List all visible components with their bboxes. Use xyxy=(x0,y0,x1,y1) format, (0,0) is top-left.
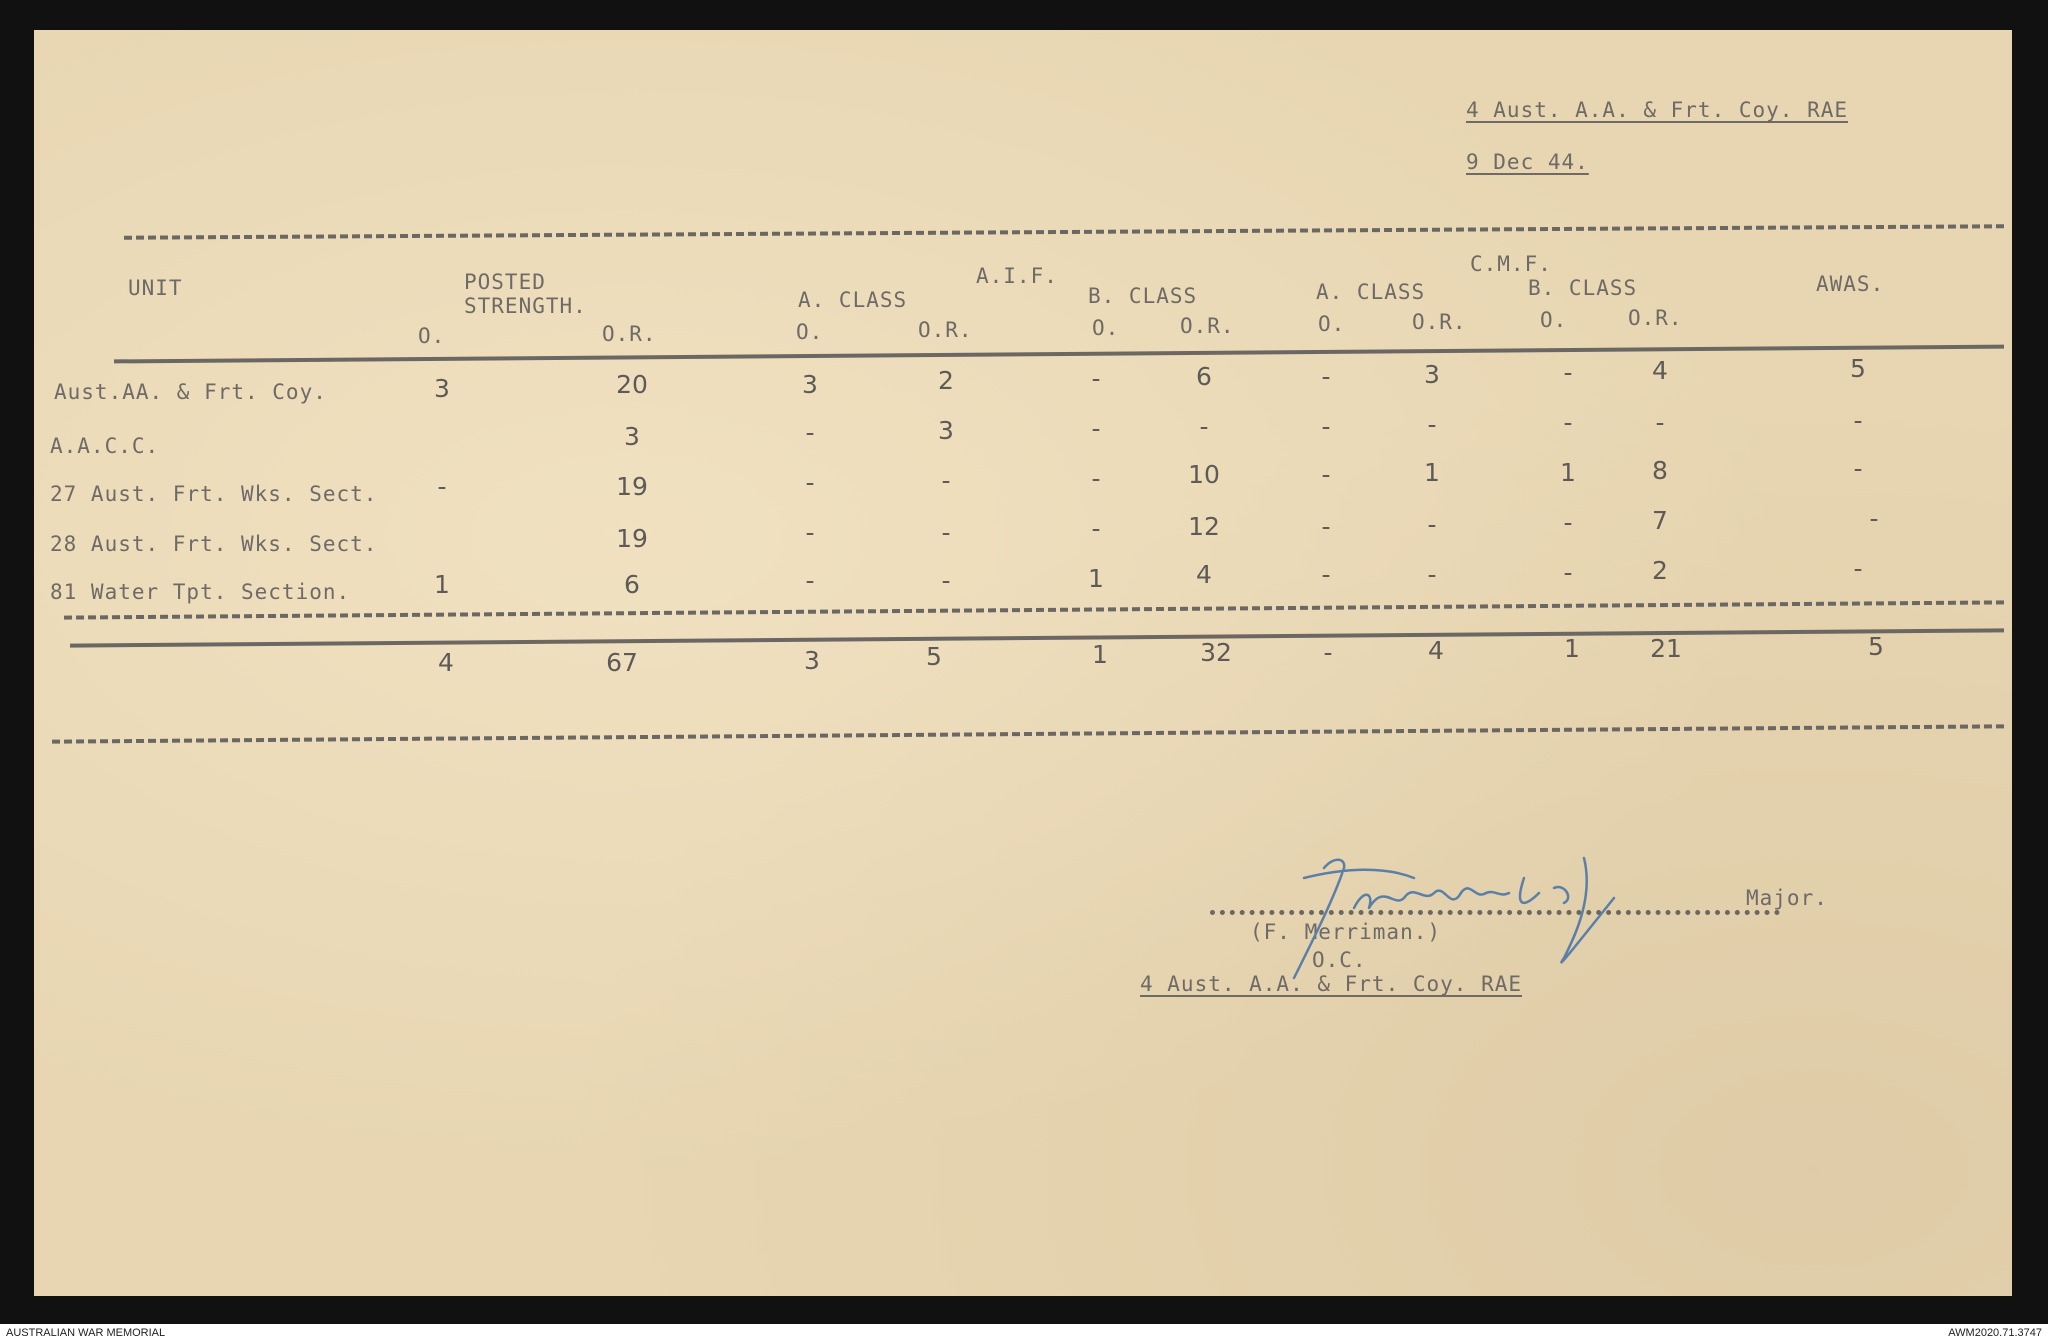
cell: - xyxy=(1321,460,1331,489)
cell: 19 xyxy=(616,472,648,501)
cell: - xyxy=(941,566,951,595)
header-unit: UNIT xyxy=(128,276,183,300)
cell: - xyxy=(1563,408,1573,437)
cell: - xyxy=(805,468,815,497)
cell: - xyxy=(941,466,951,495)
header-b-class-cmf: B. CLASS xyxy=(1528,276,1638,300)
header-b-class-aif: B. CLASS xyxy=(1088,284,1198,308)
cell: 6 xyxy=(1196,362,1212,391)
cell: - xyxy=(437,472,447,501)
cell: - xyxy=(1563,508,1573,537)
cell: 4 xyxy=(1196,560,1212,589)
cell: 3 xyxy=(624,422,640,451)
total-cell: 3 xyxy=(804,646,820,675)
row-unit-label: Aust.AA. & Frt. Coy. xyxy=(54,380,327,404)
signature-title: O.C. xyxy=(1312,948,1367,972)
header-aif: A.I.F. xyxy=(976,264,1058,288)
cell: - xyxy=(1321,362,1331,391)
subheader-or: O.R. xyxy=(1180,314,1235,338)
handwritten-signature xyxy=(1274,838,1634,998)
cell: - xyxy=(1853,406,1863,435)
cell: - xyxy=(1563,358,1573,387)
cell: 3 xyxy=(434,374,450,403)
cell: - xyxy=(805,518,815,547)
cell: 5 xyxy=(1850,354,1866,383)
signature-name: (F. Merriman.) xyxy=(1250,920,1442,944)
signature-unit: 4 Aust. A.A. & Frt. Coy. RAE xyxy=(1140,972,1523,996)
subheader-o: O. xyxy=(1092,316,1120,340)
subheader-or: O.R. xyxy=(1628,306,1683,330)
cell: - xyxy=(1091,364,1101,393)
cell: 7 xyxy=(1652,506,1668,535)
total-cell: 4 xyxy=(1428,636,1444,665)
total-cell: 1 xyxy=(1564,634,1580,663)
cell: 20 xyxy=(616,370,648,399)
subheader-or: O.R. xyxy=(1412,310,1467,334)
subheader-o: O. xyxy=(1540,308,1568,332)
heading-date: 9 Dec 44. xyxy=(1466,150,1589,174)
rule-above-totals xyxy=(64,600,2004,619)
header-posted: POSTED xyxy=(464,270,546,294)
cell: - xyxy=(1321,412,1331,441)
footer-credit: AUSTRALIAN WAR MEMORIAL xyxy=(6,1327,166,1339)
subheader-or: O.R. xyxy=(918,318,973,342)
cell: 3 xyxy=(938,416,954,445)
header-cmf: C.M.F. xyxy=(1470,252,1552,276)
cell: 6 xyxy=(624,570,640,599)
cell: 1 xyxy=(1088,564,1104,593)
total-cell: 21 xyxy=(1650,634,1682,663)
cell: - xyxy=(1321,512,1331,541)
row-unit-label: 27 Aust. Frt. Wks. Sect. xyxy=(50,482,378,506)
cell: - xyxy=(1853,554,1863,583)
footer-accession-number: AWM2020.71.3747 xyxy=(1948,1327,2042,1339)
cell: 19 xyxy=(616,524,648,553)
header-a-class-aif: A. CLASS xyxy=(798,288,908,312)
subheader-o: O. xyxy=(418,324,446,348)
cell: - xyxy=(1853,454,1863,483)
row-unit-label: A.A.C.C. xyxy=(50,434,160,458)
header-rule xyxy=(114,345,2004,364)
bottom-rule xyxy=(52,724,2004,743)
cell: 4 xyxy=(1652,356,1668,385)
total-cell: 4 xyxy=(438,648,454,677)
cell: - xyxy=(1321,560,1331,589)
cell: - xyxy=(1563,558,1573,587)
cell: 3 xyxy=(802,370,818,399)
cell: 2 xyxy=(938,366,954,395)
cell: 1 xyxy=(1560,458,1576,487)
header-a-class-cmf: A. CLASS xyxy=(1316,280,1426,304)
cell: - xyxy=(805,566,815,595)
document-sheet xyxy=(34,30,2012,1296)
subheader-or: O.R. xyxy=(602,322,657,346)
cell: - xyxy=(805,418,815,447)
cell: - xyxy=(1427,560,1437,589)
total-cell: 5 xyxy=(1868,632,1884,661)
cell: - xyxy=(1655,408,1665,437)
cell: 8 xyxy=(1652,456,1668,485)
cell: 10 xyxy=(1188,460,1220,489)
subheader-o: O. xyxy=(796,320,824,344)
cell: - xyxy=(1091,414,1101,443)
heading-unit: 4 Aust. A.A. & Frt. Coy. RAE xyxy=(1466,98,1849,122)
cell: - xyxy=(1869,504,1879,533)
cell: 1 xyxy=(434,570,450,599)
header-awas: AWAS. xyxy=(1816,272,1885,296)
cell: - xyxy=(1091,464,1101,493)
total-cell: 5 xyxy=(926,642,942,671)
cell: - xyxy=(1091,514,1101,543)
rule-above-totals-2 xyxy=(70,628,2004,647)
cell: 12 xyxy=(1188,512,1220,541)
total-cell: 32 xyxy=(1200,638,1232,667)
total-cell: - xyxy=(1323,638,1333,667)
cell: 2 xyxy=(1652,556,1668,585)
cell: - xyxy=(1427,510,1437,539)
top-rule xyxy=(124,224,2004,239)
row-unit-label: 28 Aust. Frt. Wks. Sect. xyxy=(50,532,378,556)
total-cell: 67 xyxy=(606,648,638,677)
subheader-o: O. xyxy=(1318,312,1346,336)
total-cell: 1 xyxy=(1092,640,1108,669)
cell: 3 xyxy=(1424,360,1440,389)
cell: 1 xyxy=(1424,458,1440,487)
cell: - xyxy=(941,518,951,547)
signature-rank: Major. xyxy=(1746,886,1828,910)
cell: - xyxy=(1427,410,1437,439)
row-unit-label: 81 Water Tpt. Section. xyxy=(50,580,351,604)
header-strength: STRENGTH. xyxy=(464,294,587,318)
cell: - xyxy=(1199,412,1209,441)
